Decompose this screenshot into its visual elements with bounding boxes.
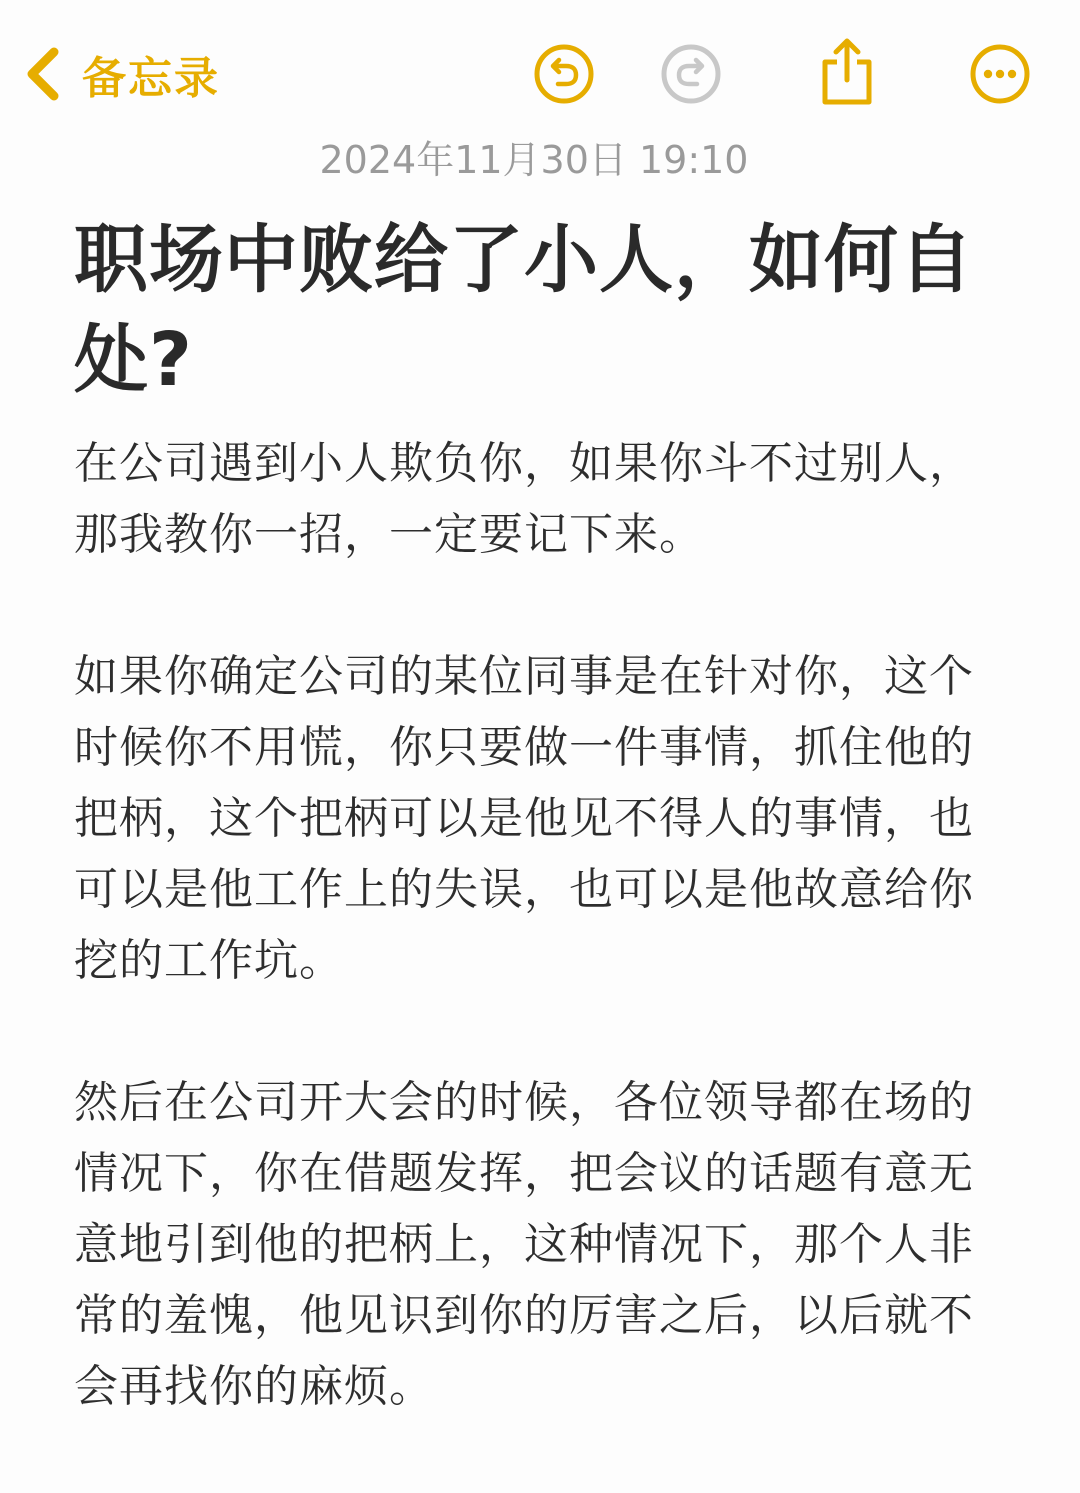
more-button[interactable] bbox=[968, 42, 1032, 106]
note-title[interactable]: 职场中败给了小人，如何自处? bbox=[74, 217, 974, 403]
back-label: 备忘录 bbox=[82, 53, 220, 104]
share-icon bbox=[815, 36, 879, 106]
share-button[interactable] bbox=[815, 36, 879, 100]
note-paragraph[interactable]: 如果你确定公司的某位同事是在针对你，这个时候你不用慌，你只要做一件事情，抓住他的把柄，这个把柄可以是他见不得人的事情，也可以是他工作上的失误，也可以是他故意给你挖的工作坑。 bbox=[74, 651, 974, 986]
note-content[interactable] bbox=[74, 130, 1014, 1493]
note-paragraph[interactable]: 然后在公司开大会的时候，各位领导都在场的情况下，你在借题发挥，把会议的话题有意无意地引到他的把柄上，这种情况下，那个人非常的羞愧，他见识到你的厉害之后，以后就不会再找你的麻烦。 bbox=[74, 1077, 974, 1412]
redo-icon bbox=[659, 42, 723, 106]
more-icon bbox=[968, 42, 1032, 106]
undo-button[interactable] bbox=[532, 42, 596, 106]
undo-icon bbox=[532, 42, 596, 106]
note-body[interactable] bbox=[74, 428, 1014, 1422]
redo-button[interactable] bbox=[659, 42, 723, 106]
chevron-left-icon bbox=[22, 46, 62, 102]
note-paragraph[interactable]: 在公司遇到小人欺负你，如果你斗不过别人，那我教你一招，一定要记下来。 bbox=[74, 438, 974, 560]
back-button[interactable] bbox=[22, 44, 220, 104]
navigation-bar bbox=[0, 0, 1080, 150]
note-date: 2024年11月30日 19:10 bbox=[319, 138, 749, 182]
